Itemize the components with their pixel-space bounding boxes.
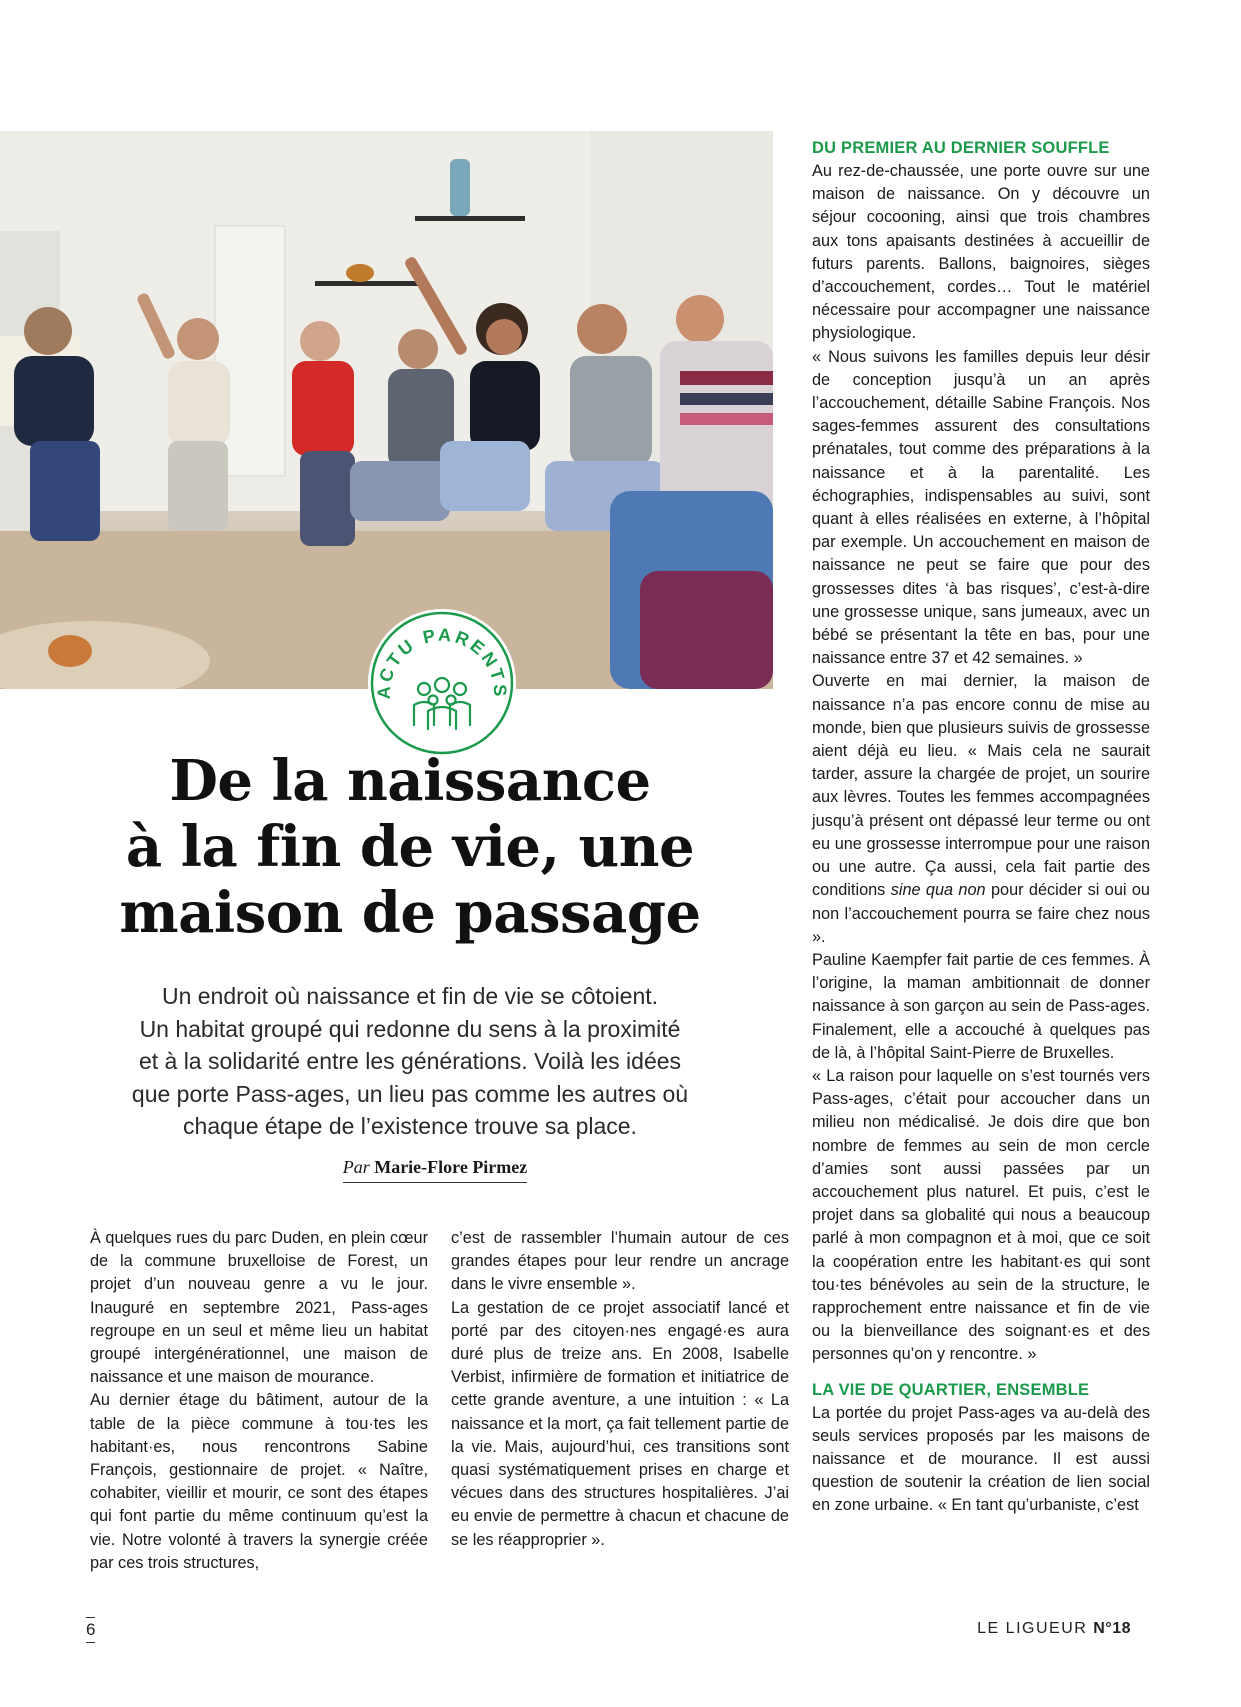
lede-line-4: que porte Pass-ages, un lieu pas comme les autres où [131,1080,689,1107]
lede-line-5: chaque étape de l’existence trouve sa place. [183,1113,637,1139]
issue-number: N°18 [1093,1620,1131,1637]
article-lede [80,980,740,1143]
section-heading-2: LA VIE DE QUARTIER, ENSEMBLE [812,1380,1090,1399]
byline-prefix: Par [342,1157,370,1177]
actu-parents-badge [364,605,520,761]
paragraph-text: pour décider si oui ou non l’accouchement pourra se faire chez nous ». [812,881,1150,946]
title-line-1: De la naissance [169,748,651,814]
paragraph: La portée du projet Pass-ages va au-delà des seuls services proposés par les maisons de naissance et de mourance. Il est aussi question de soutenir la création de lien social en zone urbaine. « En tant qu’urbaniste, c’est [812,1403,1150,1515]
magazine-footer [977,1620,1131,1638]
magazine-name: LE LIGUEUR [977,1620,1088,1637]
body-column-1 [90,1227,428,1575]
title-line-3: maison de passage [119,880,701,946]
paragraph: « Nous suivons les familles depuis leur désir de conception jusqu’à un an après l’accouchement, détaille Sabine François. Nos sages-femmes assurent des consultations prénatales, tout comme des préparations à la naissance et à la parentalité. Les échographies, indispensables au suivi, sont quant à elles réalisées en externe, à l’hôpital par exemple. Un accouchement en maison de naissance ne peut se faire que pour des grossesses dites ‘à bas risques’, c’est-à-dire une grossesse unique, sans jumeaux, avec un bébé se présentant la tête en bas, pour une naissance entre 37 et 42 semaines. » [812,347,1150,668]
paragraph [812,670,1150,948]
paragraph: « La raison pour laquelle on s’est tournés vers Pass-ages, c’était pour accoucher dans un milieu non médicalisé. Je dois dire que bon nombre de femmes au sein de mon cercle d’amies sont aussi passées par un accouchement plus naturel. Et puis, c’est le projet dans sa globalité qui nous a beaucoup parlé à mon compagnon et à moi, que ce soit la coopération entre les habitant·es qui sont tou·tes bénévoles au sein de la structure, le rapprochement entre naissance et fin de vie ou la bienveillance des soignant·es et des personnes qu’on y rencontre. » [812,1066,1150,1364]
title-line-2: à la fin de vie, une [125,814,695,880]
paragraph: La gestation de ce projet associatif lancé et porté par des citoyen·nes engagé·es aura duré plus de treize ans. En 2008, Isabelle Verbist, infirmière de formation et initiatrice de cette grande aventure, a une intuition : « La naissance et la mort, ça fait tellement partie de la vie. Mais, aujourd’hui, ces transitions sont quasi systématiquement prises en charge et vécues dans des structures hospitalières. J’ai eu envie de permettre à chacun et chacune de se les réapproprier ». [451,1298,789,1549]
article-title [60,748,760,946]
paragraph: À quelques rues du parc Duden, en plein cœur de la commune bruxelloise de Forest, un projet d’un nouveau genre a vu le jour. Inauguré en septembre 2021, Pass-ages regroupe en un seul et même lieu un habitat groupé intergénérationnel, une maison de naissance et une maison de mourance. [90,1229,428,1387]
sidebar-column [812,137,1150,1518]
paragraph: Au rez-de-chaussée, une porte ouvre sur une maison de naissance. On y découvre un séjour cocooning, ainsi que trois chambres aux tons apaisants destinées à accueillir de futurs parents. Ballons, baignoires, sièges d’accouchement, cordes… Tout le matériel nécessaire pour accompagner une naissance physiologique. [812,162,1150,343]
paragraph: c’est de rassembler l’humain autour de ces grandes étapes pour leur rendre un ancrage dans le vivre ensemble ». [451,1229,789,1294]
paragraph-text: Ouverte en mai dernier, la maison de naissance n’a pas encore connu de mise au monde, bien que plusieurs suivis de grossesse aient déjà eu lieu. « Mais cela ne saurait tarder, assure la chargée de projet, un sourire aux lèvres. Toutes les femmes accompagnées jusqu’à présent ont dépassé leur terme ou ont eu une grossesse interrompue pour une raison ou une autre. Ça aussi, cela fait partie des conditions [812,672,1150,900]
lede-line-3: et à la solidarité entre les générations. Voilà les idées [138,1048,682,1074]
section-heading-1: DU PREMIER AU DERNIER SOUFFLE [812,139,1110,157]
body-column-2 [451,1227,789,1552]
byline [0,1157,870,1183]
paragraph: Pauline Kaempfer fait partie de ces femmes. À l’origine, la maman ambitionnait de donner naissance à son garçon au sein de Pass-ages. Finalement, elle a accouché à quelques pas de là, à l’hôpital Saint-Pierre de Bruxelles. [812,950,1150,1062]
badge-label: ACTU PARENTS [373,624,511,700]
author-name: Marie-Flore Pirmez [374,1157,528,1177]
lede-line-2: Un habitat groupé qui redonne du sens à la proximité [139,1015,681,1042]
page-number: 6 [86,1617,95,1643]
paragraph: Au dernier étage du bâtiment, autour de la table de la pièce commune à tou·tes les habitant·es, nous rencontrons Sabine François, gestionnaire de projet. « Naître, cohabiter, vieillir et mourir, ce sont des étapes qui font partie du même continuum qu’est la vie. Notre volonté à travers la synergie créée par ces trois structures, [90,1391,428,1572]
lede-line-1: Un endroit où naissance et fin de vie se côtoient. [161,983,659,1009]
latin-phrase: sine qua non [890,881,986,900]
